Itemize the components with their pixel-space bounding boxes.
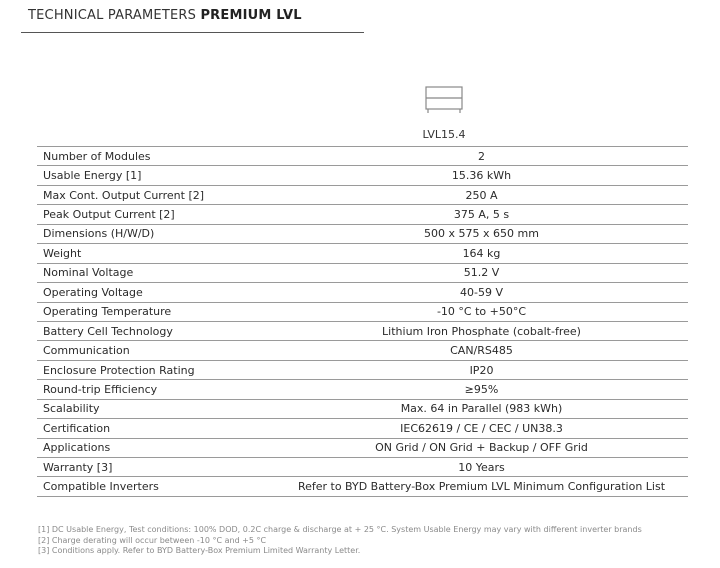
parameters-table <box>37 146 688 497</box>
parameter-value: 164 kg <box>275 244 688 263</box>
parameter-value: 375 A, 5 s <box>275 205 688 224</box>
parameter-label: Number of Modules <box>37 147 275 166</box>
table-row <box>37 458 688 477</box>
footnote-2: [2] Charge derating will occur between -10 °C and +5 °C <box>38 535 267 545</box>
page-title-bold: PREMIUM LVL <box>200 8 302 23</box>
parameter-value: Lithium Iron Phosphate (cobalt-free) <box>275 321 688 340</box>
parameter-label: Weight <box>37 244 275 263</box>
parameter-value: Max. 64 in Parallel (983 kWh) <box>275 399 688 418</box>
parameter-value: IP20 <box>275 360 688 379</box>
footnotes <box>38 525 642 557</box>
parameter-label: Applications <box>37 438 275 457</box>
table-row <box>37 321 688 340</box>
parameter-value: 2 <box>275 147 688 166</box>
parameter-label: Operating Temperature <box>37 302 275 321</box>
parameter-label: Enclosure Protection Rating <box>37 360 275 379</box>
table-row <box>37 166 688 185</box>
table-row <box>37 205 688 224</box>
parameter-label: Compatible Inverters <box>37 477 275 496</box>
table-row <box>37 419 688 438</box>
parameter-label: Communication <box>37 341 275 360</box>
table-row <box>37 147 688 166</box>
parameter-value: 15.36 kWh <box>275 166 688 185</box>
parameter-value: 500 x 575 x 650 mm <box>275 224 688 243</box>
table-row <box>37 477 688 496</box>
parameter-label: Max Cont. Output Current [2] <box>37 185 275 204</box>
table-row <box>37 360 688 379</box>
parameter-value: 40-59 V <box>275 283 688 302</box>
parameter-label: Warranty [3] <box>37 458 275 477</box>
table-row <box>37 438 688 457</box>
title-underline <box>21 32 364 33</box>
parameter-label: Dimensions (H/W/D) <box>37 224 275 243</box>
parameter-label: Operating Voltage <box>37 283 275 302</box>
parameter-value: IEC62619 / CE / CEC / UN38.3 <box>275 419 688 438</box>
parameter-label: Battery Cell Technology <box>37 321 275 340</box>
parameter-label: Peak Output Current [2] <box>37 205 275 224</box>
parameter-label: Nominal Voltage <box>37 263 275 282</box>
battery-module-icon <box>425 86 463 114</box>
parameter-label: Scalability <box>37 399 275 418</box>
table-row <box>37 399 688 418</box>
table-row <box>37 283 688 302</box>
footnote-1: [1] DC Usable Energy, Test conditions: 100% DOD, 0.2C charge & discharge at + 25 °C. System Usable Energy may vary with different inverter brands <box>38 525 642 534</box>
parameter-label: Round-trip Efficiency <box>37 380 275 399</box>
table-row <box>37 224 688 243</box>
parameter-value: CAN/RS485 <box>275 341 688 360</box>
table-row <box>37 380 688 399</box>
parameter-value: ON Grid / ON Grid + Backup / OFF Grid <box>275 438 688 457</box>
parameter-value: 10 Years <box>275 458 688 477</box>
page-title <box>28 8 302 23</box>
page-title-normal: TECHNICAL PARAMETERS <box>28 8 197 23</box>
table-row <box>37 341 688 360</box>
footnote-3: [3] Conditions apply. Refer to BYD Battery-Box Premium Limited Warranty Letter. <box>38 546 361 555</box>
parameter-value: 51.2 V <box>275 263 688 282</box>
table-row <box>37 263 688 282</box>
parameter-label: Usable Energy [1] <box>37 166 275 185</box>
table-row <box>37 185 688 204</box>
parameter-value: -10 °C to +50°C <box>275 302 688 321</box>
table-row <box>37 302 688 321</box>
table-row <box>37 244 688 263</box>
parameter-label: Certification <box>37 419 275 438</box>
parameter-value: ≥95% <box>275 380 688 399</box>
parameter-value: Refer to BYD Battery-Box Premium LVL Minimum Configuration List <box>275 477 688 496</box>
parameter-value: 250 A <box>275 185 688 204</box>
model-column-header: LVL15.4 <box>422 128 466 141</box>
